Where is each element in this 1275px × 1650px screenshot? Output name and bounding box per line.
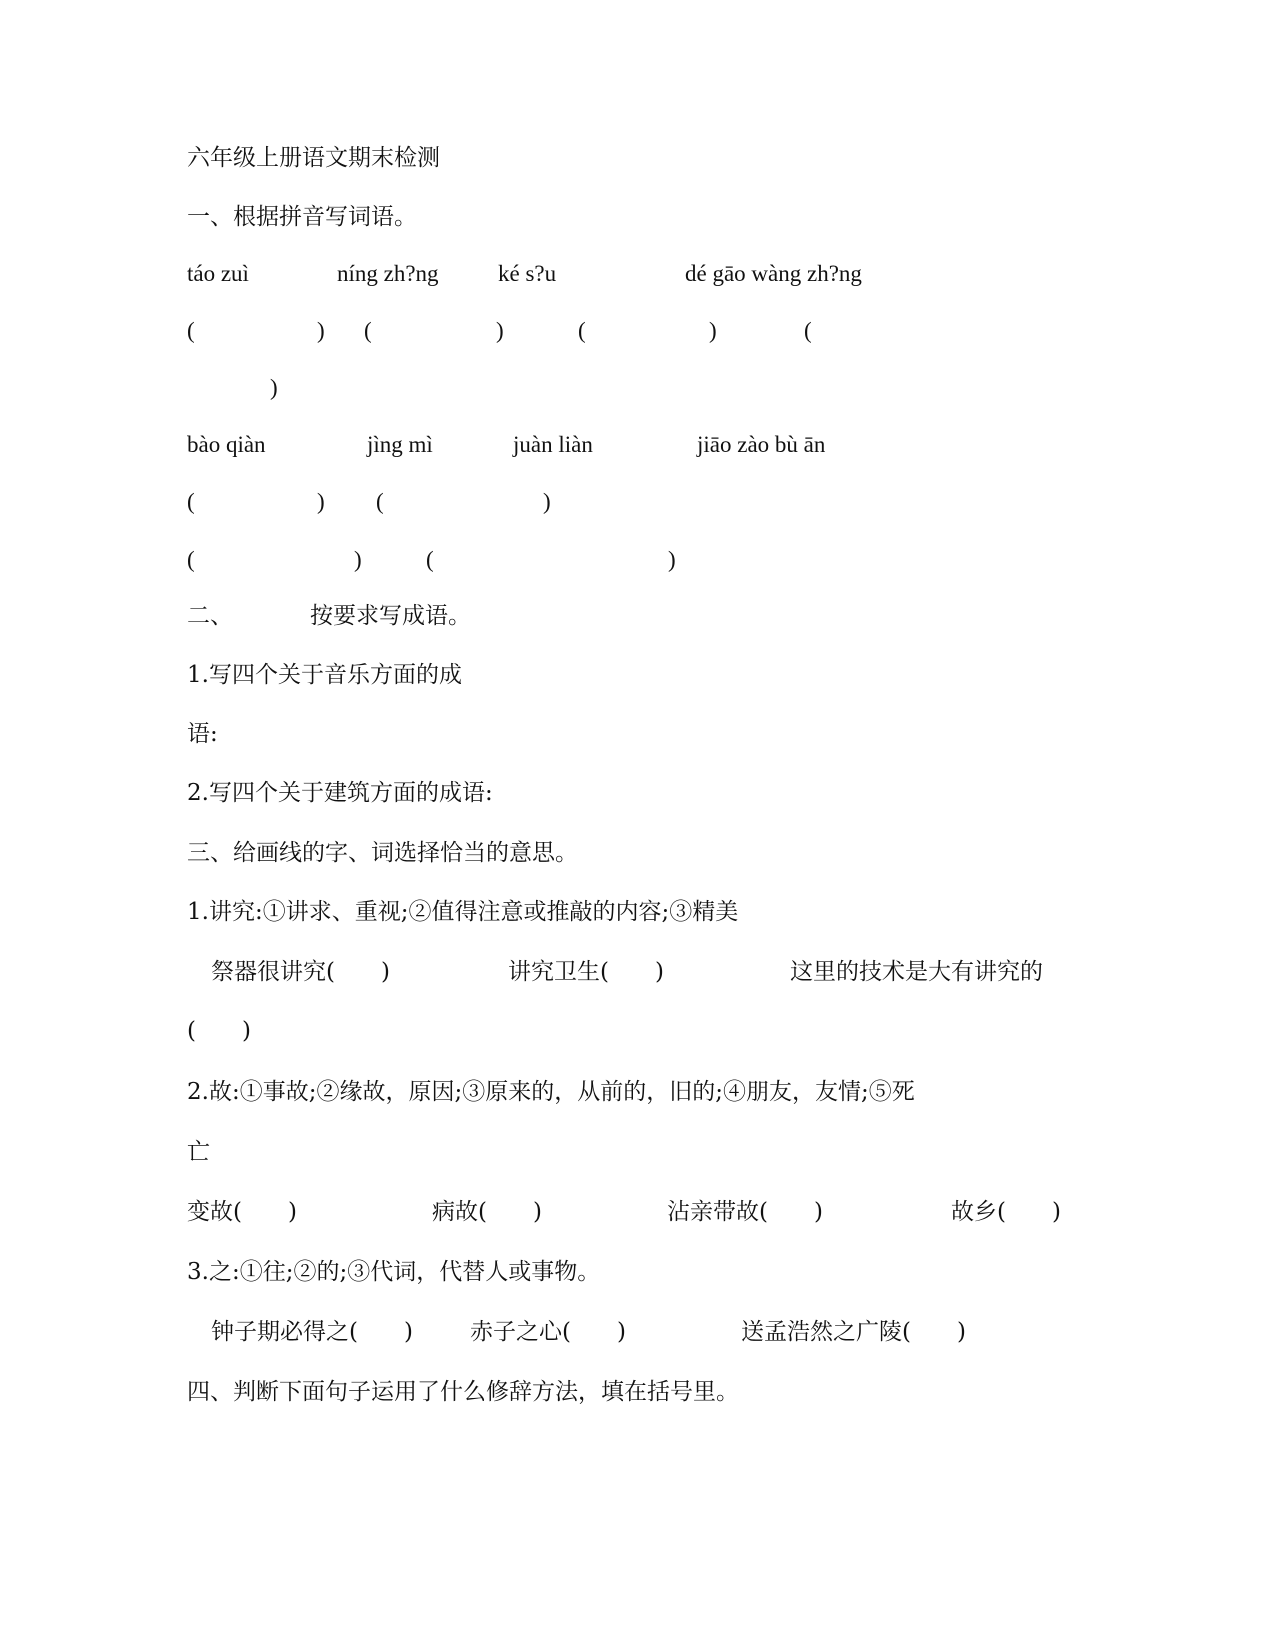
answer-blank-open: (	[376, 489, 384, 514]
pinyin-3: ké s?u	[498, 261, 557, 286]
answer-blank-close: )	[270, 375, 278, 400]
section-2-question-1: 1.写四个关于音乐方面的成	[187, 662, 462, 688]
answer-blank-close: )	[543, 489, 551, 514]
section-3-q2-item-2: 病故( )	[432, 1199, 542, 1225]
answer-blank-open: (	[426, 547, 434, 572]
section-2-question-2: 2.写四个关于建筑方面的成语:	[187, 780, 493, 806]
section-3-q2-prompt-cont: 亡	[187, 1139, 210, 1165]
answer-blank-open: (	[187, 547, 195, 572]
pinyin-6: jìng mì	[367, 432, 433, 457]
page-title: 六年级上册语文期末检测	[187, 145, 440, 171]
answer-blank-open: (	[187, 318, 195, 343]
section-1-heading: 一、根据拼音写词语。	[187, 204, 417, 230]
section-3-q3-item-1: 钟子期必得之( )	[211, 1319, 413, 1345]
pinyin-8: jiāo zào bù ān	[697, 432, 826, 457]
section-3-q2-prompt: 2.故:①事故;②缘故，原因;③原来的，从前的，旧的;④朋友，友情;⑤死	[187, 1079, 915, 1105]
section-4-heading: 四、判断下面句子运用了什么修辞方法，填在括号里。	[187, 1379, 739, 1405]
pinyin-4: dé gāo wàng zh?ng	[685, 261, 862, 286]
section-3-heading: 三、给画线的字、词选择恰当的意思。	[187, 840, 578, 866]
answer-blank-close: )	[317, 318, 325, 343]
pinyin-7: juàn liàn	[513, 432, 593, 457]
answer-blank-open: (	[578, 318, 586, 343]
answer-blank-close: )	[354, 547, 362, 572]
section-3-q3-item-2: 赤子之心( )	[470, 1319, 626, 1345]
answer-blank-close: )	[709, 318, 717, 343]
section-3-q2-item-4: 故乡( )	[951, 1199, 1061, 1225]
answer-blank-open: (	[364, 318, 372, 343]
answer-blank-open: (	[804, 318, 812, 343]
section-3-q3-item-3: 送孟浩然之广陵( )	[741, 1319, 966, 1345]
section-3-q2-item-3: 沾亲带故( )	[667, 1199, 823, 1225]
section-3-q1-item-3: 这里的技术是大有讲究的	[790, 959, 1043, 985]
answer-blank-close: )	[496, 318, 504, 343]
answer-blank-close: )	[668, 547, 676, 572]
section-2-number: 二、	[187, 603, 233, 629]
answer-blank-open: (	[187, 489, 195, 514]
section-3-q1-prompt: 1.讲究:①讲求、重视;②值得注意或推敲的内容;③精美	[187, 899, 739, 925]
section-2-heading: 按要求写成语。	[310, 603, 471, 629]
section-3-q1-item-3-blank: ( )	[187, 1018, 251, 1044]
section-3-q3-prompt: 3.之:①往;②的;③代词，代替人或事物。	[187, 1259, 601, 1285]
pinyin-2: níng zh?ng	[337, 261, 439, 286]
answer-blank-close: )	[317, 489, 325, 514]
section-3-q1-item-1: 祭器很讲究( )	[211, 959, 390, 985]
pinyin-5: bào qiàn	[187, 432, 266, 457]
pinyin-1: táo zuì	[187, 261, 249, 286]
section-2-question-1-cont: 语:	[187, 721, 218, 747]
section-3-q2-item-1: 变故( )	[187, 1199, 297, 1225]
section-3-q1-item-2: 讲究卫生( )	[508, 959, 664, 985]
